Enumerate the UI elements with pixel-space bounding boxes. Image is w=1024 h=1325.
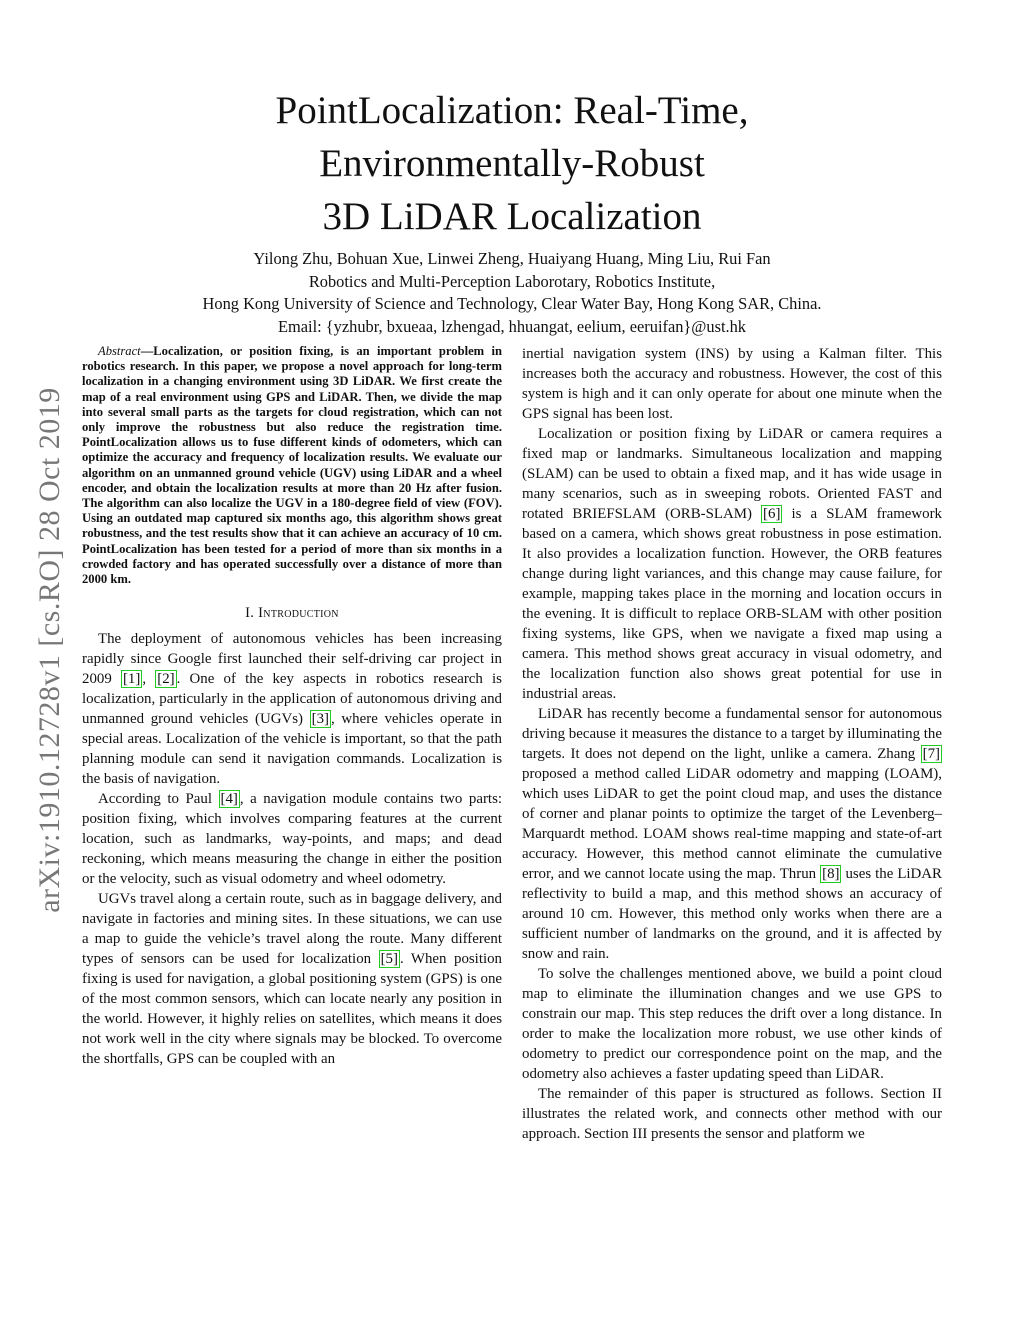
section-heading-introduction: [82, 603, 502, 623]
intro-paragraph-4: [522, 424, 942, 704]
text-run: is a SLAM framework based on a camera, which shows great robustness in pose estimation. It also provides a localization function. However, the ORB features change during light variances, and this change may cause failure, for example, mapping takes place in the morning and location occurs in the evening. It is difficult to replace ORB-SLAM with other position fixing systems, like GPS, when we navigate a fixed map using a camera. This method shows great accuracy in visual odometry, and the localization function also shows great potential for use in industrial areas.: [522, 506, 943, 702]
citation-link[interactable]: [1]: [122, 671, 141, 688]
author-block: [0, 248, 1024, 338]
title-line-3: 3D LiDAR Localization: [322, 195, 702, 238]
citation-link[interactable]: [7]: [922, 746, 940, 762]
abstract-text: Localization, or position fixing, is an important problem in robotics research. In this paper, we propose a novel approach for long-term localization in a changing environment using 3D LiDAR. We first create the map of a real environment using GPS and LiDAR. Then, we divide the map into several small parts as the targets for cloud registration, which can not only improve the robustness but also reduce the registration time. PointLocalization allows us to fuse different kinds of odometers, which can optimize the accuracy and frequency of localization results. We evaluate our algorithm on an unmanned ground vehicle (UGV) using LiDAR and a wheel encoder, and obtain the localization results at more than 20 Hz after fusion. The algorithm can also localize the UGV in a 180-degree field of view (FOV). Using an outdated map captured six months ago, this algorithm shows great robustness, and the test results show that it can achieve an accuracy of 10 cm. PointLocalization has been tested for a period of more than six months in a crowded factory and has operated successfully over a distance of more than 2000 km.: [82, 344, 502, 587]
text-run: . One of the key aspects in robotics research is localization, particularly in the application of autonomous driving and unmanned ground vehicles (UGVs): [82, 671, 502, 728]
title-line-2: Environmentally-Robust: [319, 142, 705, 185]
text-run: inertial navigation system (INS) by using a Kalman filter. This increases both the accuracy and robustness. However, the cost of this system is high and it can only operate for about one minute when the GPS signal has been lost.: [522, 346, 942, 422]
arxiv-stamp: [28, 350, 72, 950]
text-run: proposed a method called LiDAR odometry and mapping (LOAM), which uses LiDAR to get the point cloud map, and uses the distance of corner and planar points to optimize the target of the Levenberg–Marquardt method. LOAM shows real-time mapping and state-of-art accuracy. However, this method cannot eliminate the cumulative error, and we cannot locate using the map. Thrun: [522, 766, 942, 882]
paper-title: [0, 84, 1024, 243]
section-name: Introduction: [258, 605, 339, 622]
text-run: ,: [142, 671, 156, 688]
author-names: Yilong Zhu, Bohuan Xue, Linwei Zheng, Huaiyang Huang, Ming Liu, Rui Fan: [253, 249, 771, 268]
author-email: Email: {yzhubr, bxueaa, lzhengad, hhuangat, eelium, eeruifan}@ust.hk: [277, 316, 746, 336]
affiliation-line-1: Robotics and Multi-Perception Laborotary, Robotics Institute,: [308, 271, 716, 291]
citation-link[interactable]: [3]: [311, 711, 330, 728]
citation-link[interactable]: [2]: [157, 671, 175, 688]
arxiv-stamp-text: arXiv:1910.12728v1 [cs.RO] 28 Oct 2019: [33, 387, 66, 913]
text-run: , a navigation module contains two parts: position fixing, which involves comparing features at the current location, such as landmarks, way-points, and maps; and dead reckoning, which means measuring the change in either the position or the velocity, such as visual odometry and wheel odometry.: [82, 791, 502, 888]
text-run: To solve the challenges mentioned above, we build a point cloud map to eliminate the illumination changes and we use GPS to constrain our map. This step reduces the drift over a long distance. In order to make the localization more robust, we use other kinds of odometry to predict our correspondence point on the map, and the odometry also achieves a faster updating speed than LiDAR.: [522, 966, 942, 1082]
affiliation-line-2: Hong Kong University of Science and Technology, Clear Water Bay, Hong Kong SAR, China.: [202, 294, 822, 313]
citation-link[interactable]: [6]: [763, 506, 781, 522]
intro-paragraph-3: [82, 889, 502, 1069]
abstract: [82, 344, 502, 587]
section-number: I.: [245, 605, 255, 622]
text-run: UGVs travel along a certain route, such as in baggage delivery, and navigate in factories and mining sites. In these situations, we can use a map to guide the vehicle’s travel along the route. Many different types of sensors can be used for localization: [82, 891, 502, 968]
title-line-1: PointLocalization: Real-Time,: [275, 89, 749, 132]
intro-paragraph-6: [522, 964, 942, 1084]
text-run: LiDAR has recently become a fundamental sensor for autonomous driving because it measures the distance to a target by illuminating the targets. It does not depend on the light, unlike a camera. Zhang: [522, 706, 942, 762]
text-run: Localization or position fixing by LiDAR or camera requires a fixed map or landmarks. Simultaneous localization and mapping (SLAM) can be used to obtain a fixed map, and it has wide usage in many scenarios, such as in sweeping robots. Oriented FAST and rotated BRIEFSLAM (ORB-SLAM): [522, 426, 942, 522]
text-run: According to Paul: [98, 791, 219, 808]
text-run: The remainder of this paper is structured as follows. Section II illustrates the related work, and connects other method with our approach. Section III presents the sensor and platform we: [522, 1086, 942, 1142]
intro-paragraph-5: [522, 704, 942, 964]
left-column: [82, 344, 502, 1069]
citation-link[interactable]: [5]: [380, 951, 398, 968]
text-run: , where vehicles operate in special areas. Localization of the vehicle is important, so that the path planning module can send it navigation commands. Localization is the basis of navigation.: [82, 711, 502, 788]
intro-paragraph-2: [82, 789, 502, 889]
right-column: [522, 344, 942, 1144]
intro-paragraph-1: [82, 629, 502, 789]
text-run: The deployment of autonomous vehicles has been increasing rapidly since Google first launched their self-driving car project in 2009: [82, 631, 502, 688]
text-run: uses the LiDAR reflectivity to build a map, and this method shows an accuracy of around 10 cm. However, this method only works when there are a sufficient number of landmarks on the ground, and it is affected by snow and rain.: [522, 866, 942, 962]
abstract-label: Abstract: [98, 344, 141, 358]
abstract-dash: —: [140, 344, 154, 358]
citation-link[interactable]: [8]: [822, 866, 840, 882]
text-run: . When position fixing is used for navigation, a global positioning system (GPS) is one of the most common sensors, which can locate nearly any position in the world. However, it highly relies on satellites, which means it does not work well in the city where signals may be blocked. To overcome the shortfalls, GPS can be coupled with an: [82, 951, 502, 1068]
citation-link[interactable]: [4]: [220, 791, 238, 808]
intro-paragraph-7: [522, 1084, 942, 1144]
intro-paragraph-3-continued: [522, 344, 942, 424]
